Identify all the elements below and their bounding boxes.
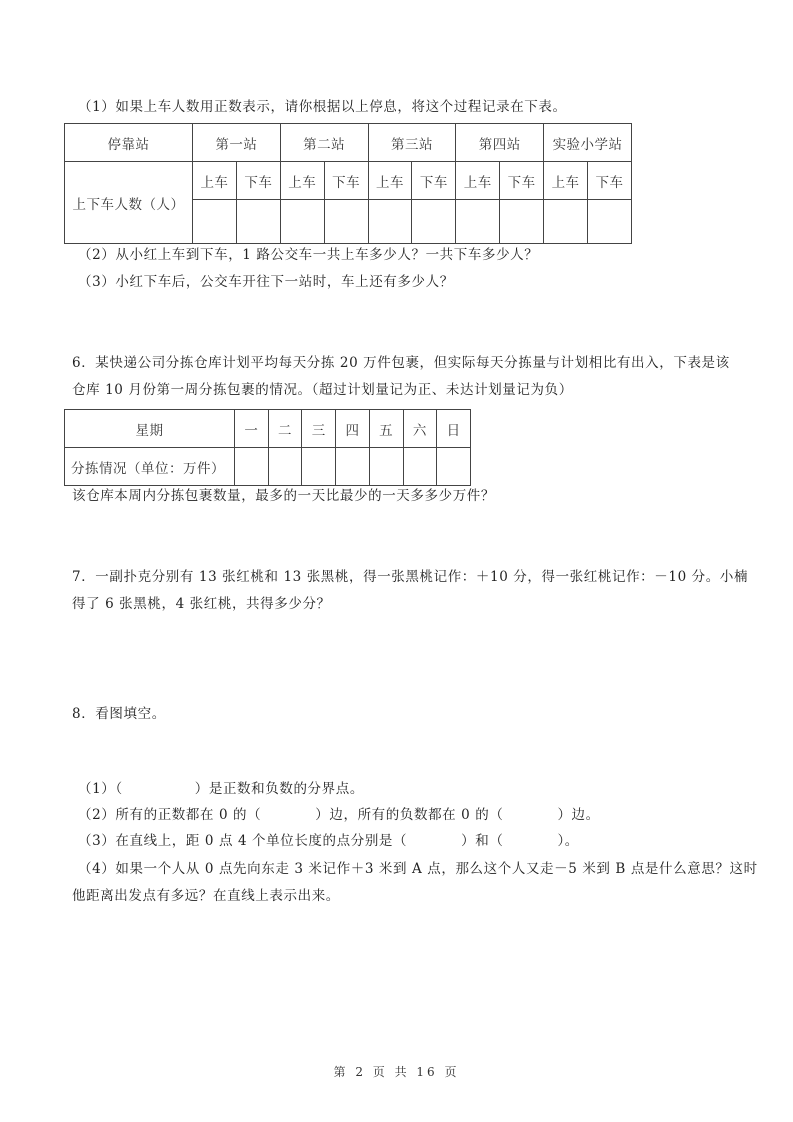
answer-cell[interactable]	[544, 200, 588, 244]
answer-cell[interactable]	[412, 200, 456, 244]
sub-header-off: 下车	[236, 162, 280, 200]
q8-part2	[78, 806, 600, 824]
answer-cell[interactable]	[324, 200, 368, 244]
station-header: 第二站	[280, 124, 368, 162]
day-header: 四	[336, 410, 370, 448]
answer-cell[interactable]	[193, 200, 237, 244]
station-header: 第一站	[193, 124, 281, 162]
station-header: 第四站	[456, 124, 544, 162]
answer-cell[interactable]	[403, 448, 437, 486]
answer-cell[interactable]	[268, 448, 302, 486]
q8-part3-a: （3）在直线上，距 0 点 4 个单位长度的点分别是（	[78, 833, 408, 849]
table-header-weekday: 星期	[65, 410, 235, 448]
q8-part3-b: ）和（	[461, 833, 504, 849]
q8-part2-a: （2）所有的正数都在 0 的（	[78, 807, 262, 823]
page-footer: 第 2 页 共 16 页	[333, 1065, 460, 1079]
station-header: 实验小学站	[544, 124, 632, 162]
day-header: 日	[437, 410, 471, 448]
sorting-table	[64, 409, 471, 486]
q8-part4-line1: （4）如果一个人从 0 点先向东走 3 米记作＋3 米到 A 点，那么这个人又走－5 米到 B 点是什么意思？这时	[78, 861, 758, 877]
sub-header-on: 上车	[193, 162, 237, 200]
day-header: 五	[369, 410, 403, 448]
q6-question: 该仓库本周内分拣包裹数量，最多的一天比最少的一天多多少万件？	[72, 488, 495, 504]
answer-cell[interactable]	[369, 448, 403, 486]
q8-part1-suffix: ）是正数和负数的分界点。	[194, 781, 364, 797]
sub-header-on: 上车	[368, 162, 412, 200]
q8-part4-line2: 他距离出发点有多远？在直线上表示出来。	[72, 888, 340, 904]
q5-part1: （1）如果上车人数用正数表示，请你根据以上停息，将这个过程记录在下表。	[78, 99, 567, 115]
q8-part3-c: ）。	[557, 833, 579, 849]
sub-header-off: 下车	[500, 162, 544, 200]
station-header: 第三站	[368, 124, 456, 162]
q8-part2-c: ）边。	[557, 807, 600, 823]
q8-part3	[78, 832, 579, 850]
sub-header-off: 下车	[324, 162, 368, 200]
answer-cell[interactable]	[302, 448, 336, 486]
day-header: 一	[235, 410, 269, 448]
sub-header-off: 下车	[412, 162, 456, 200]
answer-cell[interactable]	[437, 448, 471, 486]
answer-cell[interactable]	[235, 448, 269, 486]
answer-cell[interactable]	[500, 200, 544, 244]
q5-part2: （2）从小红上车到下车，1 路公交车一共上车多少人？一共下车多少人？	[78, 247, 539, 263]
answer-cell[interactable]	[456, 200, 500, 244]
q8-part1-prefix: （1）（	[78, 781, 123, 797]
table-header-stop: 停靠站	[65, 124, 193, 162]
q8-part2-b: ）边，所有的负数都在 0 的（	[315, 807, 504, 823]
answer-cell[interactable]	[236, 200, 280, 244]
q7-text-line2: 得了 6 张黑桃，4 张红桃，共得多少分？	[72, 596, 331, 612]
answer-cell[interactable]	[280, 200, 324, 244]
q7-text-line1: 7．一副扑克分别有 13 张红桃和 13 张黑桃，得一张黑桃记作：＋10 分，得一张红桃记作：－10 分。小楠	[72, 569, 749, 585]
day-header: 三	[302, 410, 336, 448]
q6-text-line1: 6．某快递公司分拣仓库计划平均每天分拣 20 万件包裹，但实际每天分拣量与计划相比有出入，下表是该	[72, 355, 730, 371]
sub-header-on: 上车	[456, 162, 500, 200]
day-header: 六	[403, 410, 437, 448]
answer-cell[interactable]	[336, 448, 370, 486]
q6-text-line2: 仓库 10 月份第一周分拣包裹的情况。（超过计划量记为正、未达计划量记为负）	[72, 382, 573, 398]
answer-cell[interactable]	[368, 200, 412, 244]
table-row-label: 分拣情况（单位：万件）	[65, 448, 235, 486]
sub-header-on: 上车	[280, 162, 324, 200]
answer-cell[interactable]	[588, 200, 632, 244]
sub-header-on: 上车	[544, 162, 588, 200]
q8-title: 8．看图填空。	[72, 706, 166, 722]
day-header: 二	[268, 410, 302, 448]
q5-part3: （3）小红下车后，公交车开往下一站时，车上还有多少人？	[78, 274, 454, 290]
bus-stop-table	[64, 123, 632, 244]
table-row-label: 上下车人数（人）	[65, 162, 193, 244]
sub-header-off: 下车	[588, 162, 632, 200]
q8-part1	[78, 780, 364, 798]
number-line-figure-area	[64, 725, 724, 775]
